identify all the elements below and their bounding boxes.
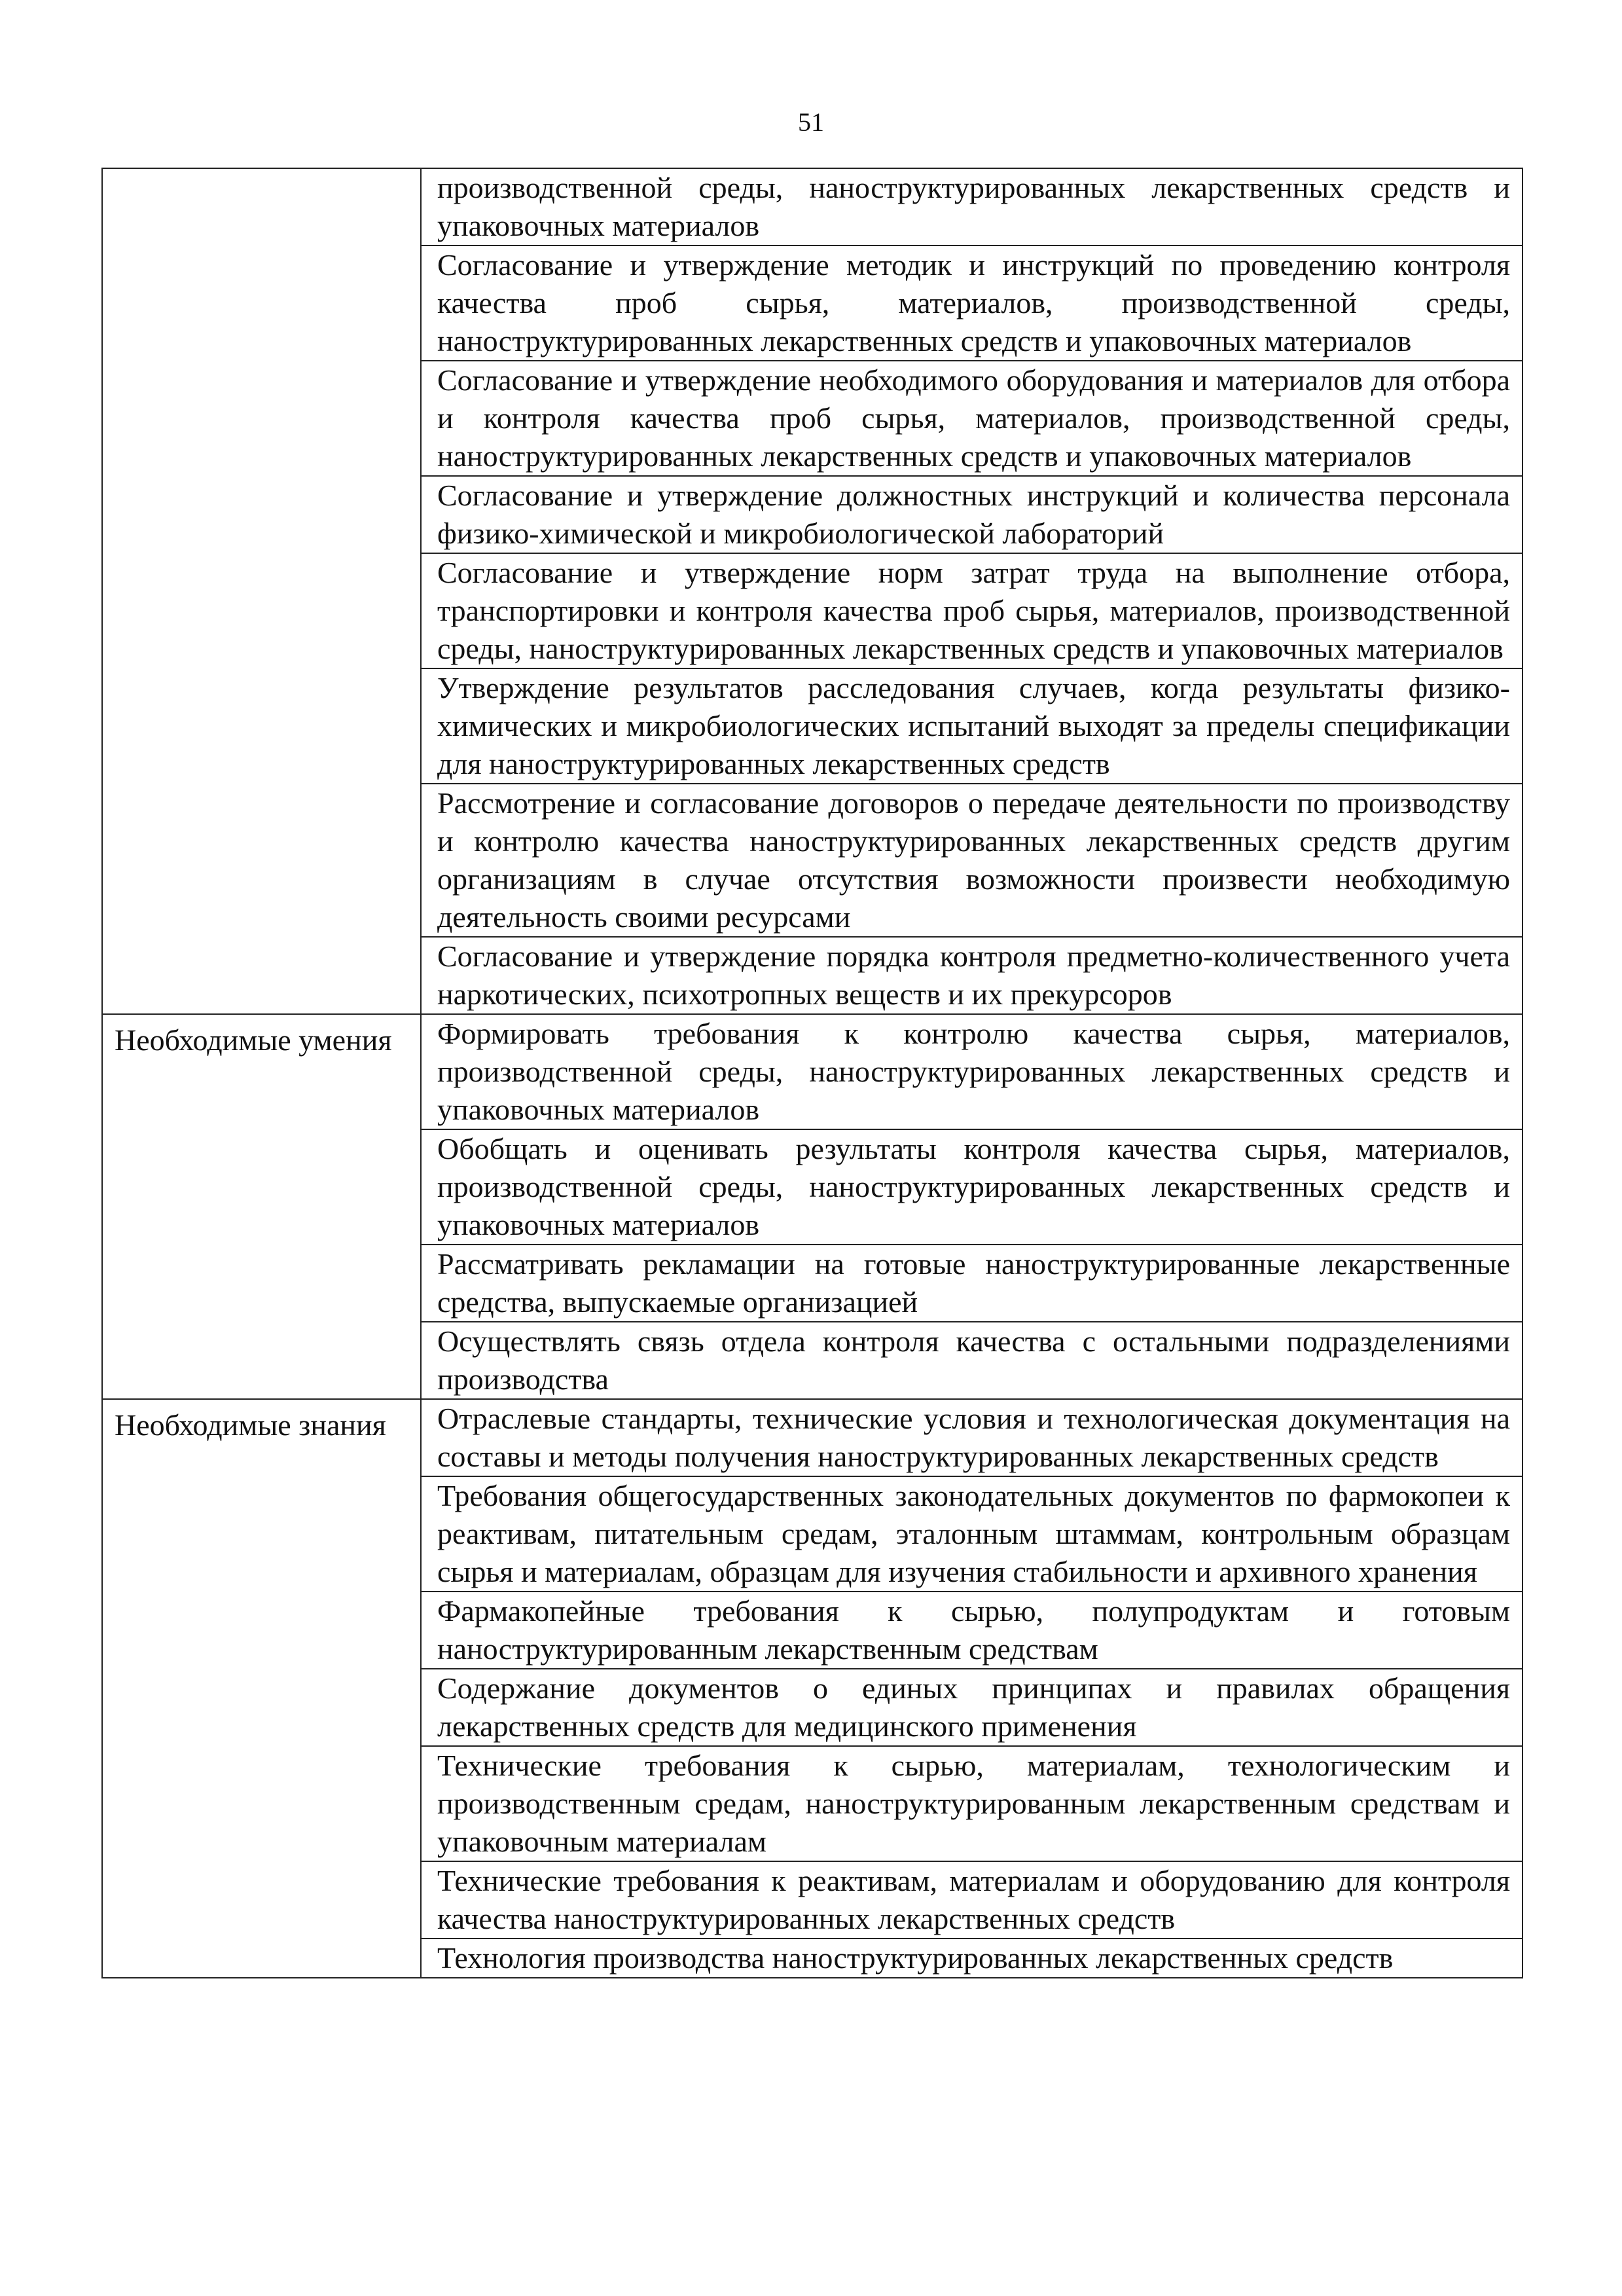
row-label — [103, 169, 420, 175]
list-item: Согласование и утверждение методик и инструкций по проведению контроля качества проб сырья, материалов, производственной среды, наноструктурированных лекарственных средств и упаковочных материалов — [422, 246, 1522, 361]
list-item: Технические требования к реактивам, материалам и оборудованию для контроля качества наноструктурированных лекарственных средств — [422, 1862, 1522, 1939]
list-item: производственной среды, наноструктурированных лекарственных средств и упаковочных материалов — [422, 169, 1522, 246]
list-item: Технология производства наноструктурированных лекарственных средств — [437, 1941, 1394, 1975]
label-cell — [102, 1014, 421, 1399]
page-number: 51 — [798, 107, 824, 137]
list-item: Согласование и утверждение норм затрат труда на выполнение отбора, транспортировки и контроля качества проб сырья, материалов, производственной среды, наноструктурированных лекарственных средств и упаковочных материалов — [422, 554, 1522, 669]
label-cell — [102, 1399, 421, 1978]
list-item: Рассматривать рекламации на готовые наноструктурированные лекарственные средства, выпускаемые организацией — [422, 1245, 1522, 1322]
content-cell — [421, 168, 1523, 1014]
content-cell — [421, 1399, 1523, 1978]
table-row — [102, 1014, 1523, 1399]
list-item: Формировать требования к контролю качества сырья, материалов, производственной среды, наноструктурированных лекарственных средств и упаковочных материалов — [422, 1015, 1522, 1130]
list-item: Требования общегосударственных законодательных документов по фармокопеи к реактивам, питательным средам, эталонным штаммам, контрольным образцам сырья и материалам, образцам для изучения стабильности и архивного хранения — [422, 1477, 1522, 1592]
list-item: Технические требования к сырью, материалам, технологическим и производственным средам, наноструктурированным лекарственным средствам и упаковочным материалам — [422, 1747, 1522, 1862]
list-item: Осуществлять связь отдела контроля качества с остальными подразделениями производства — [437, 1324, 1510, 1396]
list-item: Согласование и утверждение порядка контроля предметно-количественного учета наркотических, психотропных веществ и их прекурсоров — [437, 939, 1510, 1011]
list-item: Согласование и утверждение должностных инструкций и количества персонала физико-химической и микробиологической лабораторий — [422, 477, 1522, 554]
list-item: Отраслевые стандарты, технические условия и технологическая документация на составы и методы получения наноструктурированных лекарственных средств — [422, 1400, 1522, 1477]
list-item: Обобщать и оценивать результаты контроля качества сырья, материалов, производственной среды, наноструктурированных лекарственных средств и упаковочных материалов — [422, 1130, 1522, 1245]
list-item: Рассмотрение и согласование договоров о передаче деятельности по производству и контролю качества наноструктурированных лекарственных средств другим организациям в случае отсутствия возможности произвести необходимую деятельность своими ресурсами — [422, 784, 1522, 938]
row-label-knowledge: Необходимые знания — [115, 1408, 386, 1442]
list-item: Фармакопейные требования к сырью, полупродуктам и готовым наноструктурированным лекарственным средствам — [422, 1592, 1522, 1669]
row-label-skills: Необходимые умения — [115, 1023, 392, 1057]
table-row — [102, 1399, 1523, 1978]
list-item: Утверждение результатов расследования случаев, когда результаты физико-химических и микробиологических испытаний выходят за пределы спецификации для наноструктурированных лекарственных средств — [422, 669, 1522, 784]
content-cell — [421, 1014, 1523, 1399]
list-item: Согласование и утверждение необходимого оборудования и материалов для отбора и контроля качества проб сырья, материалов, производственной среды, наноструктурированных лекарственных средств и упаковочных материалов — [422, 361, 1522, 477]
list-item: Содержание документов о единых принципах и правилах обращения лекарственных средств для медицинского применения — [422, 1669, 1522, 1747]
requirements-table — [101, 168, 1523, 1978]
table-row — [102, 168, 1523, 1014]
label-cell — [102, 168, 421, 1014]
